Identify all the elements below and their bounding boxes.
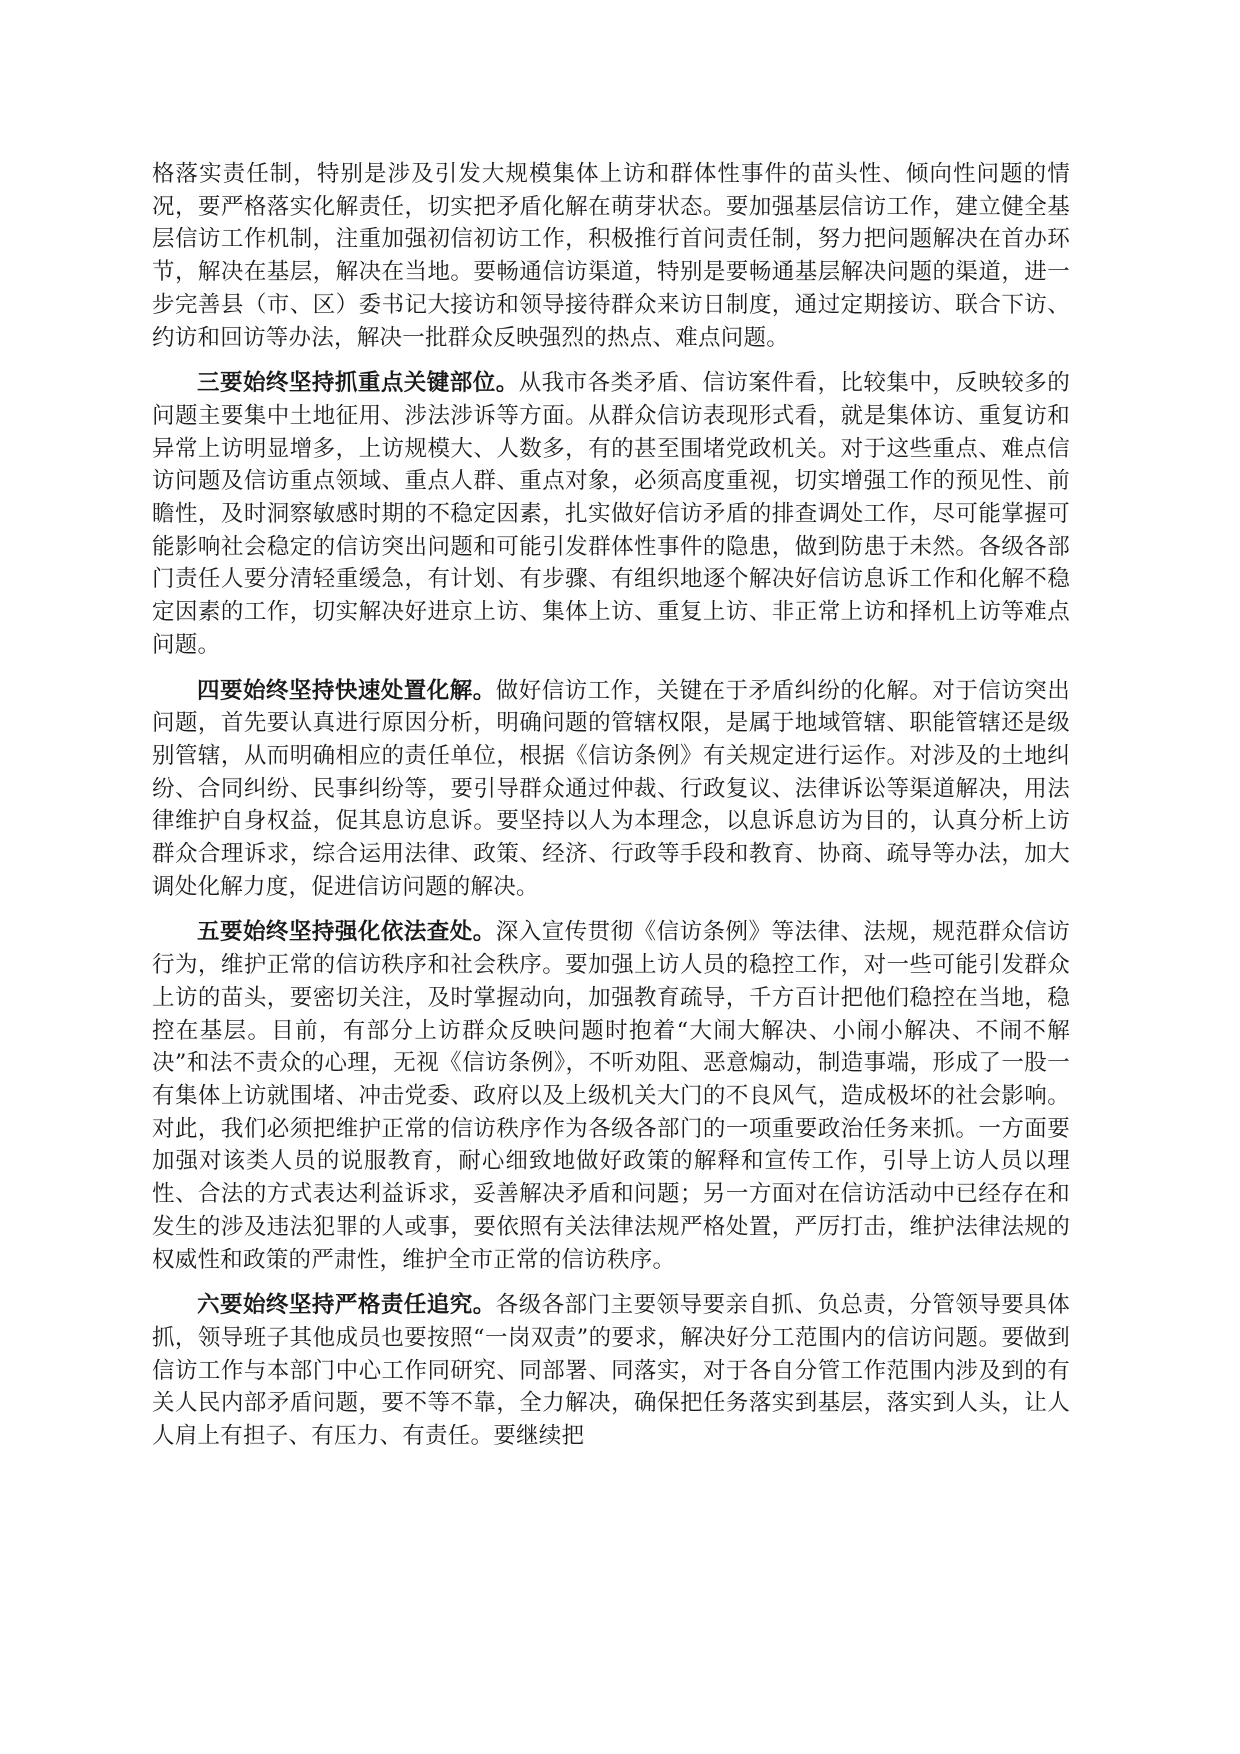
paragraph-text: 从我市各类矛盾、信访案件看，比较集中，反映较多的问题主要集中土地征用、涉法涉诉等方面。从群众信访表现形式看，就是集体访、重复访和异常上访明显增多，上访规模大、人数多，有的甚至围堵党政机关。对于这些重点、难点信访问题及信访重点领域、重点人群、重点对象，必须高度重视，切实增强工作的预见性、前瞻性，及时洞察敏感时期的不稳定因素，扎实做好信访矛盾的排查调处工作，尽可能掌握可能影响社会稳定的信访突出问题和可能引发群体性事件的隐患，做到防患于未然。各级各部门责任人要分清轻重缓急，有计划、有步骤、有组织地逐个解决好信访息诉工作和化解不稳定因素的工作，切实解决好进京上访、集体上访、重复上访、非正常上访和择机上访等难点问题。 [152, 370, 1070, 658]
paragraph-heading: 三要始终坚持抓重点关键部位。 [197, 370, 519, 397]
paragraph-text: 格落实责任制，特别是涉及引发大规模集体上访和群体性事件的苗头性、倾向性问题的情况，要严格落实化解责任，切实把矛盾化解在萌芽状态。要加强基层信访工作，建立健全基层信访工作机制，注重加强初信初访工作，积极推行首问责任制，努力把问题解决在首办环节，解决在基层，解决在当地。要畅通信访渠道，特别是要畅通基层解决问题的渠道，进一步完善县（市、区）委书记大接访和领导接待群众来访日制度，通过定期接访、联合下访、约访和回访等办法，解决一批群众反映强烈的热点、难点问题。 [152, 161, 1070, 351]
paragraph-text: 做好信访工作，关键在于矛盾纠纷的化解。对于信访突出问题，首先要认真进行原因分析，明确问题的管辖权限，是属于地域管辖、职能管辖还是级别管辖，从而明确相应的责任单位，根据《信访条例》有关规定进行运作。对涉及的土地纠纷、合同纠纷、民事纠纷等，要引导群众通过仲裁、行政复议、法律诉讼等渠道解决，用法律维护自身权益，促其息访息诉。要坚持以人为本理念，以息诉息访为目的，认真分析上访群众合理诉求，综合运用法律、政策、经济、行政等手段和教育、协商、疏导等办法，加大调处化解力度，促进信访问题的解决。 [152, 677, 1070, 900]
paragraph-item-5 [152, 916, 1070, 1276]
paragraph-text: 深入宣传贯彻《信访条例》等法律、法规，规范群众信访行为，维护正常的信访秩序和社会秩序。要加强上访人员的稳控工作，对一些可能引发群众上访的苗头，要密切关注，及时掌握动向，加强教育疏导，千方百计把他们稳控在当地，稳控在基层。目前，有部分上访群众反映问题时抱着“大闹大解决、小闹小解决、不闹不解决”和法不责众的心理，无视《信访条例》，不听劝阻、恶意煽动，制造事端，形成了一股一有集体上访就围堵、冲击党委、政府以及上级机关大门的不良风气，造成极坏的社会影响。对此，我们必须把维护正常的信访秩序作为各级各部门的一项重要政治任务来抓。一方面要加强对该类人员的说服教育，耐心细致地做好政策的解释和宣传工作，引导上访人员以理性、合法的方式表达利益诉求，妥善解决矛盾和问题；另一方面对在信访活动中已经存在和发生的涉及违法犯罪的人或事，要依照有关法律法规严格处置，严厉打击，维护法律法规的权威性和政策的严肃性，维护全市正常的信访秩序。 [152, 919, 1070, 1273]
document-page [152, 158, 1070, 1466]
paragraph-item-3 [152, 367, 1070, 661]
paragraph-item-4 [152, 675, 1070, 904]
paragraph-text: 各级各部门主要领导要亲自抓、负总责，分管领导要具体抓，领导班子其他成员也要按照“一岗双责”的要求，解决好分工范围内的信访问题。要做到信访工作与本部门中心工作同研究、同部署、同落实，对于各自分管工作范围内涉及到的有关人民内部矛盾问题，要不等不靠，全力解决，确保把任务落实到基层，落实到人头，让人人肩上有担子、有压力、有责任。要继续把 [152, 1292, 1070, 1450]
paragraph-heading: 六要始终坚持严格责任追究。 [197, 1292, 496, 1319]
paragraph-item-6 [152, 1289, 1070, 1453]
paragraph-heading: 四要始终坚持快速处置化解。 [197, 677, 496, 704]
paragraph-continuation [152, 158, 1070, 354]
paragraph-heading: 五要始终坚持强化依法查处。 [197, 919, 496, 946]
